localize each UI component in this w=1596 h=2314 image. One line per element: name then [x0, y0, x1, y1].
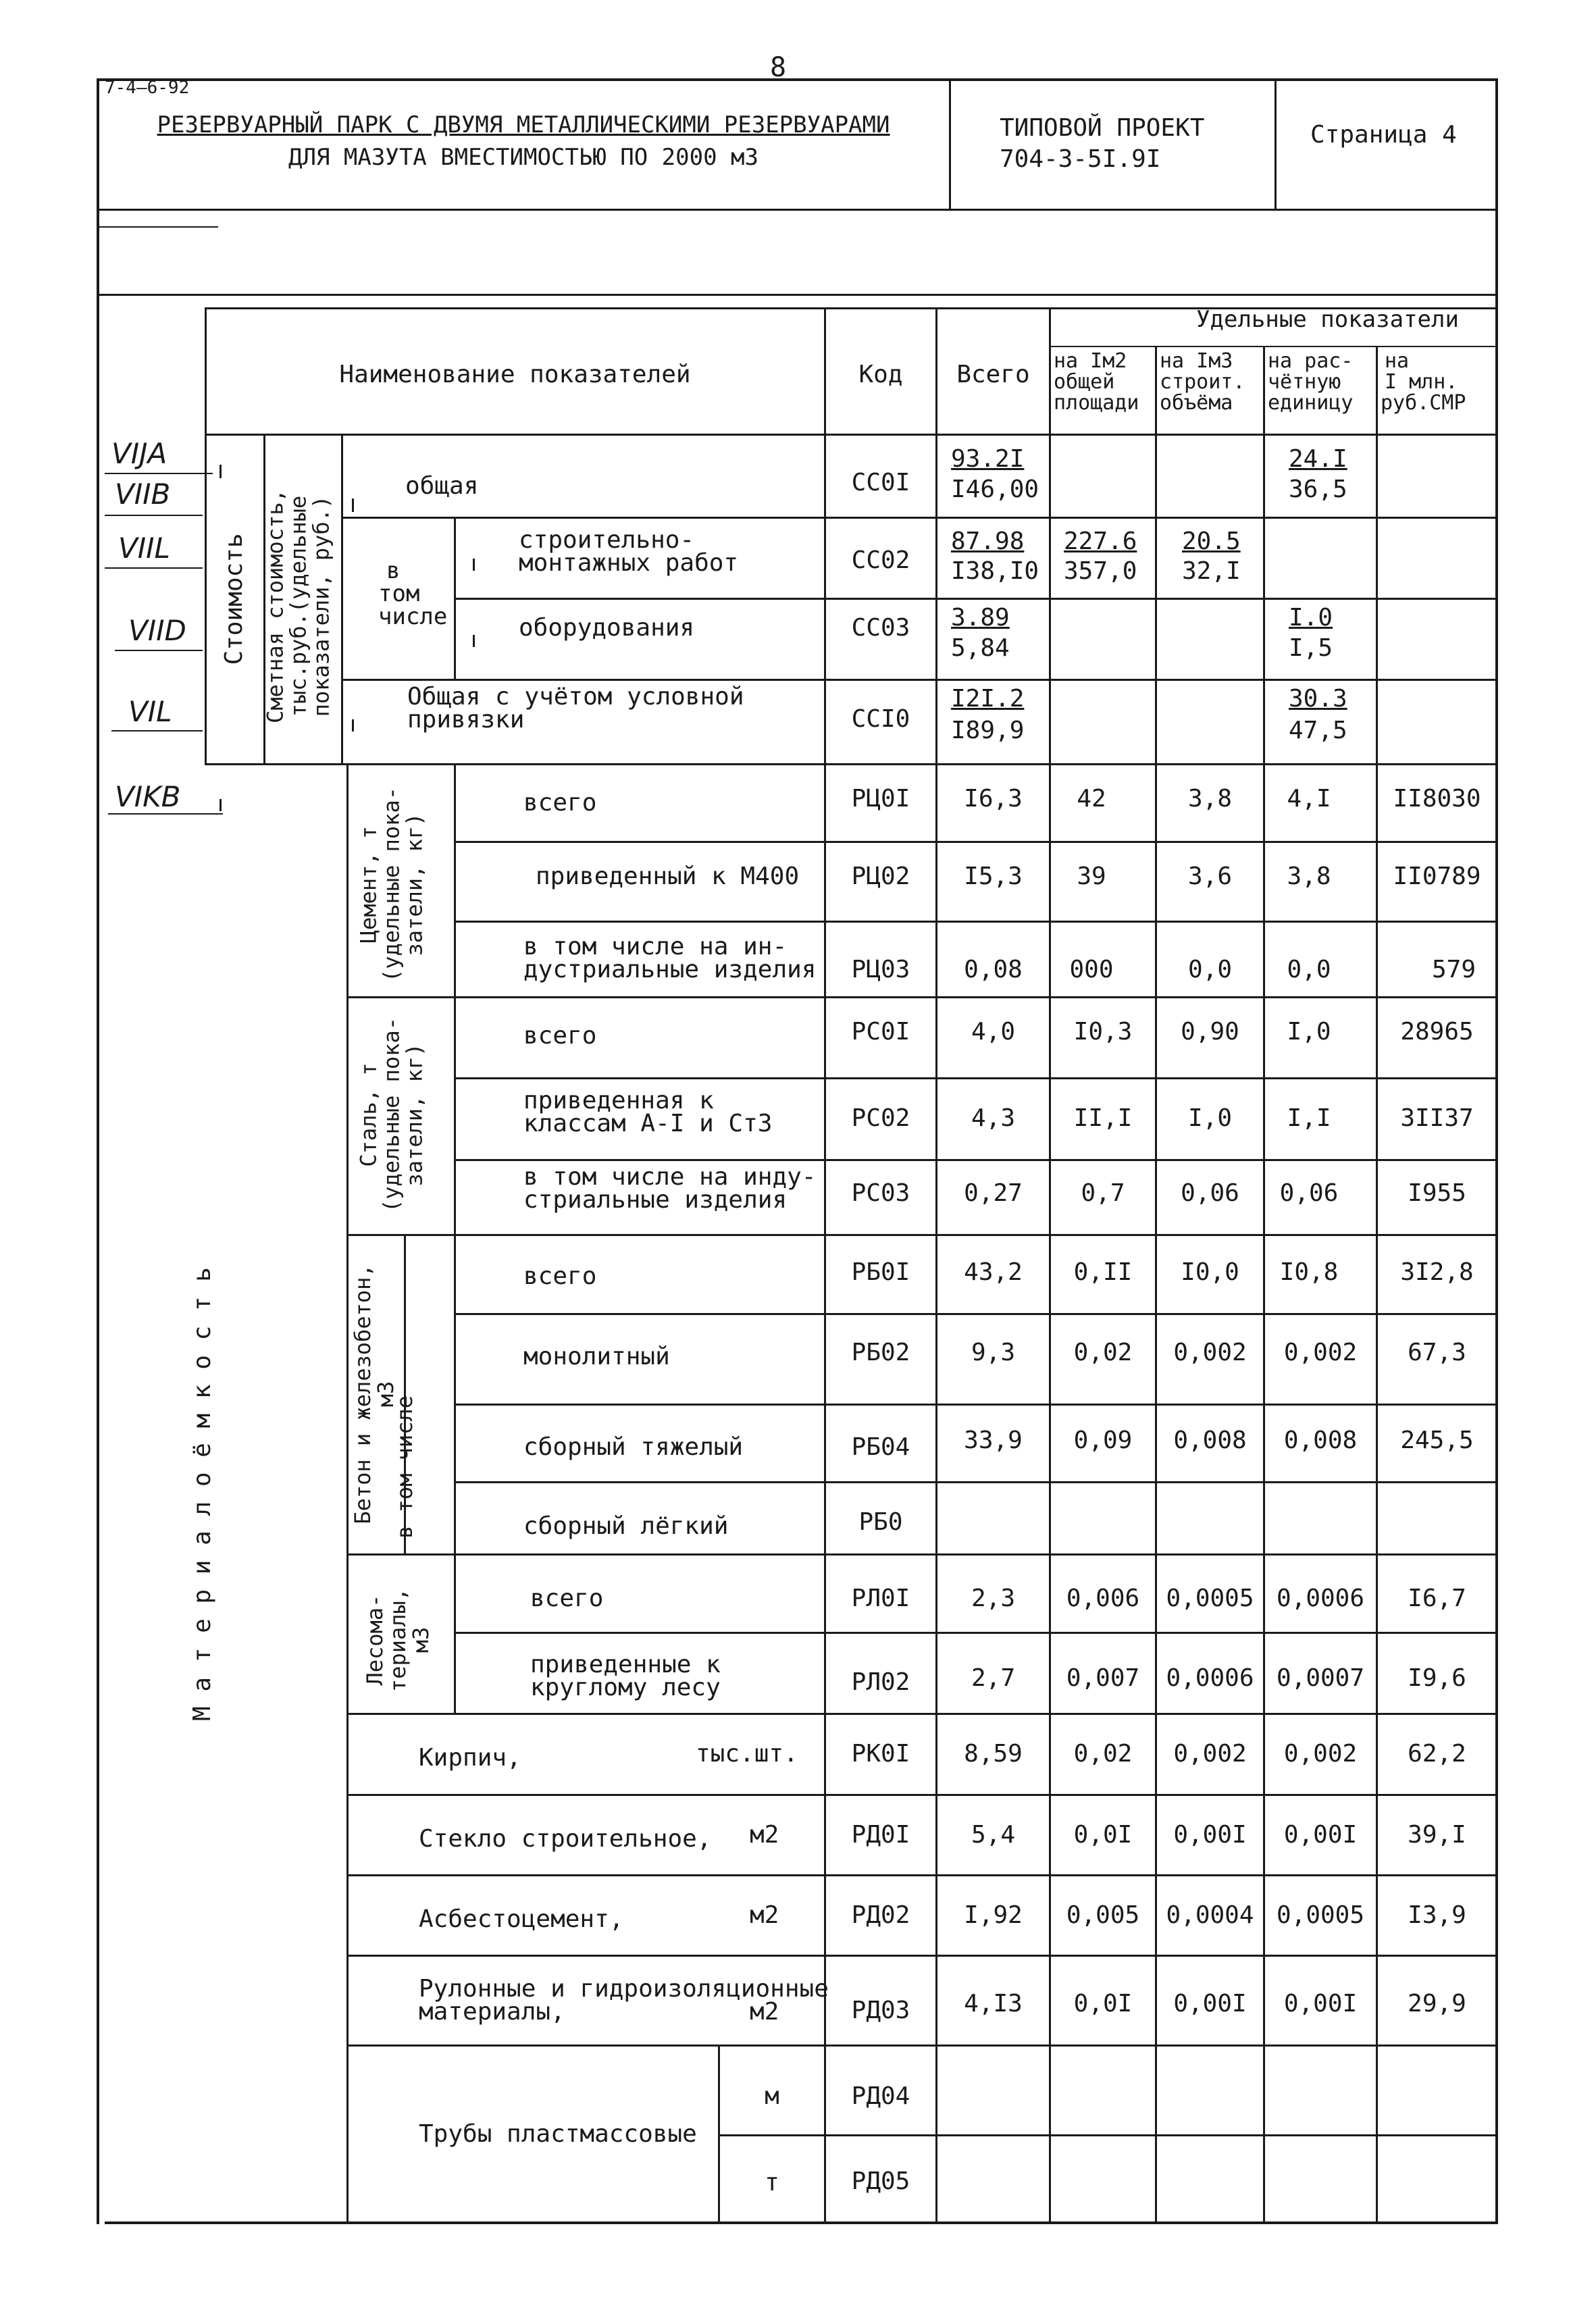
- per-area: 0,09: [1073, 1426, 1133, 1454]
- per-unit: 0,00I: [1283, 1821, 1358, 1849]
- per-million: 579: [1432, 956, 1476, 983]
- col-code-header: Код: [858, 361, 903, 388]
- group-cost-label: Стоимость: [220, 533, 248, 665]
- row-unit: м2: [750, 1901, 779, 1929]
- header-title-line2: ДЛЯ МАЗУТА ВМЕСТИМОСТЬЮ ПО 2000 м3: [288, 144, 758, 171]
- row-name: всего: [523, 789, 597, 817]
- page-number: 8: [770, 52, 787, 83]
- per-area: 0,007: [1066, 1664, 1140, 1692]
- per-unit: 0,0007: [1276, 1664, 1365, 1692]
- vol-top: 20.5: [1182, 528, 1241, 555]
- margin-note: VIL: [128, 695, 172, 728]
- per-unit: 0,008: [1283, 1426, 1358, 1454]
- per-million: 67,3: [1408, 1339, 1466, 1366]
- total: 9,3: [971, 1339, 1016, 1366]
- row-name: Трубы пластмассовые: [419, 2120, 697, 2148]
- per-unit: 0,0005: [1276, 1901, 1365, 1929]
- per-area: 0,02: [1073, 1740, 1133, 1768]
- total: 4,0: [971, 1018, 1016, 1046]
- row-code: РС03: [851, 1179, 910, 1207]
- row-code: СС03: [851, 614, 910, 642]
- per-unit: 0,002: [1283, 1740, 1358, 1768]
- per-million: 28965: [1400, 1018, 1474, 1046]
- row-name: Стекло строительное,: [419, 1825, 712, 1853]
- per-million: 39,I: [1408, 1821, 1466, 1849]
- per-volume: 0,0004: [1166, 1901, 1254, 1929]
- per-million: 245,5: [1400, 1426, 1474, 1454]
- per-area: II,I: [1073, 1104, 1133, 1132]
- total: 4,3: [971, 1104, 1016, 1132]
- row-code: ССI0: [851, 705, 910, 733]
- per-unit: 4,I: [1287, 785, 1331, 813]
- per-million: II0789: [1393, 863, 1481, 890]
- per-million: I9,6: [1408, 1664, 1466, 1692]
- row-name: круглому лесу: [530, 1674, 721, 1701]
- per-unit: 0,0006: [1276, 1585, 1365, 1612]
- total-bottom: I89,9: [951, 717, 1025, 744]
- per-million: II8030: [1393, 785, 1481, 813]
- row-code: СС0I: [851, 469, 910, 496]
- row-name: приведенная к: [523, 1087, 714, 1114]
- total-bottom: I38,I0: [951, 557, 1039, 585]
- vol-bottom: 32,I: [1182, 557, 1241, 585]
- total-top: 87.98: [951, 528, 1025, 555]
- group-cement-label: Цемент, т (удельные пока- затели, кг): [355, 787, 428, 982]
- row-name: приведенный к М400: [536, 863, 800, 890]
- per-volume: 0,00I: [1173, 1821, 1247, 1849]
- per-volume: 0,90: [1181, 1018, 1239, 1046]
- unit-top: 30.3: [1289, 685, 1347, 713]
- row-code: РБ0I: [851, 1258, 910, 1286]
- total-top: 3.89: [951, 604, 1010, 632]
- group-steel-label: Сталь, т (удельные пока- затели, кг): [355, 1017, 428, 1212]
- per-volume: 0,00I: [1173, 1990, 1247, 2017]
- per-unit: I0,8: [1279, 1258, 1339, 1286]
- per-volume: I,0: [1187, 1104, 1233, 1132]
- per-unit: I,0: [1287, 1018, 1331, 1046]
- per-million: 29,9: [1408, 1990, 1466, 2017]
- row-code: СС02: [851, 546, 910, 574]
- total: 2,3: [971, 1585, 1016, 1612]
- per-volume: 0,0006: [1166, 1664, 1254, 1692]
- per-area: 0,005: [1066, 1901, 1140, 1929]
- per-million: 3I2,8: [1400, 1258, 1474, 1286]
- col-specific-header: Удельные показатели: [1196, 306, 1459, 333]
- row-name: Асбестоцемент,: [419, 1905, 624, 1933]
- row-name: оборудования: [519, 614, 695, 642]
- per-volume: 0,0: [1187, 956, 1233, 983]
- per-million: I3,9: [1408, 1901, 1466, 1929]
- row-name: дустриальные изделия: [523, 956, 817, 983]
- doc-code: 7-4—6-92: [105, 78, 190, 98]
- total: 5,4: [971, 1821, 1016, 1849]
- unit-bottom: 36,5: [1289, 475, 1347, 503]
- row-code: РС02: [851, 1104, 910, 1132]
- per-area: I0,3: [1073, 1018, 1133, 1046]
- per-million: I6,7: [1408, 1585, 1466, 1612]
- row-code: РЦ03: [851, 956, 910, 983]
- row-name: Рулонные и гидроизоляционные: [419, 1975, 829, 2003]
- row-unit: т: [765, 2169, 779, 2196]
- per-unit: I,I: [1287, 1104, 1331, 1132]
- row-code: РЛ02: [851, 1668, 910, 1696]
- group-estimate-label: Сметная стоимость, тыс.руб.(удельные показатели, руб.): [262, 489, 334, 723]
- project-label: ТИПОВОЙ ПРОЕКТ: [1000, 114, 1205, 142]
- per-volume: 0,06: [1181, 1179, 1239, 1207]
- row-name: всего: [523, 1022, 597, 1050]
- row-name: Общая с учётом условной: [407, 683, 744, 711]
- per-area: 0,7: [1081, 1179, 1125, 1207]
- group-concrete-incl-label: в том числе: [392, 1395, 417, 1539]
- total: 43,2: [964, 1258, 1023, 1286]
- total: 2,7: [971, 1664, 1016, 1692]
- total-top: I2I.2: [951, 685, 1025, 713]
- per-area: 42: [1077, 785, 1106, 813]
- per-unit: 0,002: [1283, 1339, 1358, 1366]
- total: I6,3: [964, 785, 1023, 813]
- row-code: РД0I: [851, 1821, 910, 1849]
- row-name: всего: [523, 1262, 597, 1290]
- total-top: 93.2I: [951, 445, 1025, 473]
- header-title-line1: РЕЗЕРВУАРНЫЙ ПАРК С ДВУМЯ МЕТАЛЛИЧЕСКИМИ РЕЗЕРВУАРАМИ: [157, 111, 890, 138]
- total: 0,08: [964, 956, 1023, 983]
- row-unit: м: [765, 2082, 779, 2110]
- row-name: классам А-I и Ст3: [523, 1110, 773, 1137]
- row-name: в том числе на инду-: [523, 1163, 817, 1191]
- per-volume: 3,8: [1187, 785, 1233, 813]
- total: 4,I3: [964, 1990, 1023, 2017]
- margin-note: VIID: [128, 614, 186, 647]
- row-code: РЛ0I: [851, 1585, 910, 1612]
- row-name: строительно-: [519, 526, 695, 554]
- group-timber-label: Лесома- териалы, м3: [362, 1587, 434, 1693]
- margin-note: VIIL: [118, 532, 170, 565]
- per-area: 0,II: [1073, 1258, 1133, 1286]
- per-unit: 0,06: [1279, 1179, 1339, 1207]
- row-name: сборный тяжелый: [523, 1433, 744, 1461]
- row-name: материалы,: [419, 1998, 565, 2026]
- per-million: I955: [1408, 1179, 1466, 1207]
- total: 8,59: [964, 1740, 1023, 1768]
- area-bottom: 357,0: [1064, 557, 1137, 585]
- area-top: 227.6: [1064, 528, 1137, 555]
- row-code: РД04: [851, 2082, 910, 2110]
- per-unit: 3,8: [1287, 863, 1331, 890]
- total: I,92: [964, 1901, 1023, 1929]
- unit-bottom: 47,5: [1289, 717, 1347, 744]
- row-code: РЦ0I: [851, 785, 910, 813]
- per-area: 0,0I: [1073, 1990, 1133, 2017]
- unit-top: I.0: [1289, 604, 1333, 632]
- row-name: привязки: [407, 706, 525, 734]
- per-unit: 0,0: [1287, 956, 1331, 983]
- project-code: 704-3-5I.9I: [1000, 145, 1161, 173]
- row-name: всего: [530, 1585, 604, 1612]
- margin-note: VIJA: [111, 437, 168, 470]
- row-name: приведенные к: [530, 1651, 721, 1678]
- row-code: РБ0: [858, 1508, 903, 1536]
- unit-bottom: I,5: [1289, 634, 1333, 662]
- margin-note: VIKB: [115, 780, 181, 813]
- margin-note: VIIB: [115, 478, 171, 511]
- row-code: РД05: [851, 2167, 910, 2195]
- row-code: РБ02: [851, 1339, 910, 1366]
- per-million: 62,2: [1408, 1740, 1466, 1768]
- row-code: РК0I: [851, 1740, 910, 1768]
- row-code: РД02: [851, 1901, 910, 1929]
- group-concrete-label: Бетон и железобетон, м3: [350, 1264, 398, 1524]
- row-name: Кирпич,: [419, 1744, 521, 1772]
- row-code: РЦ02: [851, 863, 910, 890]
- per-volume: 0,002: [1173, 1339, 1247, 1366]
- per-unit: 0,00I: [1283, 1990, 1358, 2017]
- row-name: монолитный: [523, 1343, 670, 1370]
- row-unit: м2: [750, 1998, 779, 2026]
- row-name: стриальные изделия: [523, 1186, 788, 1214]
- per-volume: I0,0: [1181, 1258, 1239, 1286]
- row-name: в том числе на ин-: [523, 933, 788, 960]
- row-code: РС0I: [851, 1018, 910, 1046]
- total: 0,27: [964, 1179, 1023, 1207]
- total-bottom: 5,84: [951, 634, 1010, 662]
- per-volume: 3,6: [1187, 863, 1233, 890]
- per-area: 39: [1077, 863, 1106, 890]
- per-volume: 0,002: [1173, 1740, 1247, 1768]
- per-area: 0,0I: [1073, 1821, 1133, 1849]
- total-bottom: I46,00: [951, 475, 1039, 503]
- row-code: РД03: [851, 1997, 910, 2024]
- per-area: 0,006: [1066, 1585, 1140, 1612]
- unit-top: 24.I: [1289, 445, 1347, 473]
- row-name: монтажных работ: [519, 549, 739, 577]
- total: 33,9: [964, 1426, 1023, 1454]
- col-name-header: Наименование показателей: [339, 361, 691, 388]
- per-volume: 0,008: [1173, 1426, 1247, 1454]
- row-unit: м2: [750, 1821, 779, 1849]
- row-unit: тыс.шт.: [696, 1740, 798, 1768]
- page-label: Страница 4: [1310, 121, 1457, 149]
- per-area: 0,02: [1073, 1339, 1133, 1366]
- row-code: РБ04: [851, 1433, 910, 1461]
- group-materials-label: М а т е р и а л о ё м к о с т ь: [188, 1267, 216, 1721]
- total: I5,3: [964, 863, 1023, 890]
- row-name: сборный лёгкий: [523, 1512, 729, 1540]
- per-area: 000: [1069, 956, 1114, 983]
- row-name: общая: [405, 472, 479, 500]
- per-volume: 0,0005: [1166, 1585, 1254, 1612]
- col-total-header: Всего: [956, 361, 1030, 388]
- per-million: 3II37: [1400, 1104, 1474, 1132]
